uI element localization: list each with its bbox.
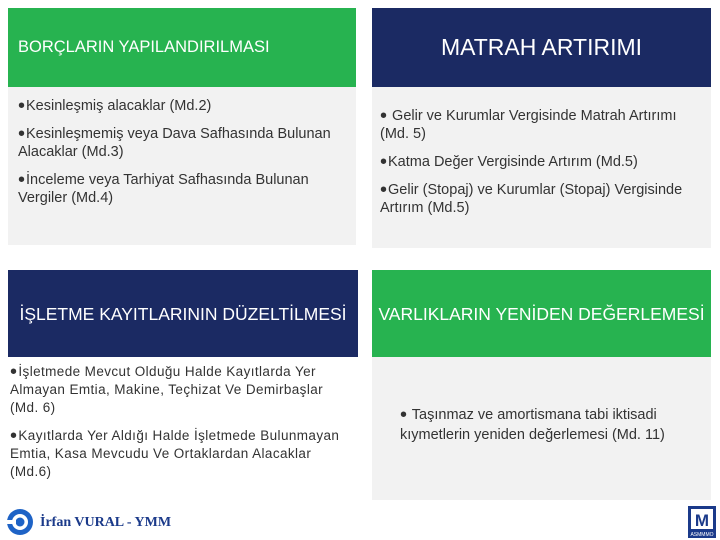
isletme-list — [8, 357, 358, 500]
list-item: •Kesinleşmemiş veya Dava Safhasında Bulunan Alacaklar (Md.3) — [18, 123, 331, 160]
bullet-icon: • — [18, 169, 26, 191]
borclar-header — [8, 8, 356, 87]
bullet-icon: • — [380, 179, 388, 201]
bullet-icon: • — [10, 361, 18, 383]
varliklar-header — [372, 270, 711, 357]
bullet-icon: • — [18, 95, 26, 117]
list-item: • Taşınmaz ve amortismana tabi iktisadi kıymetlerin yeniden değerlemesi (Md. 11) — [400, 404, 665, 443]
varliklar-list — [372, 357, 711, 500]
borclar-title: BORÇLARIN YAPILANDIRILMASI — [18, 38, 270, 56]
list-item: •İnceleme veya Tarhiyat Safhasında Bulunan Vergiler (Md.4) — [18, 169, 309, 206]
list-item: •Katma Değer Vergisinde Artırım (Md.5) — [380, 151, 638, 173]
m-brand-mark-icon — [688, 506, 716, 538]
footer-author-name: İrfan VURAL - YMM — [40, 515, 172, 530]
bullet-icon: • — [10, 425, 18, 447]
list-item: •Gelir (Stopaj) ve Kurumlar (Stopaj) Vergisinde Artırım (Md.5) — [380, 179, 683, 216]
list-item: •Kesinleşmiş alacaklar (Md.2) — [18, 95, 212, 117]
list-item: •İşletmede Mevcut Olduğu Halde Kayıtlarda Yer Almayan Emtia, Makine, Teçhizat Ve Demirbaşlar (Md. 6) — [10, 361, 357, 415]
matrah-list — [372, 87, 711, 248]
bullet-icon: • — [18, 123, 26, 145]
brand-mark-letter: M — [694, 511, 710, 530]
circular-logo-icon — [6, 508, 34, 536]
borclar-list — [8, 87, 356, 245]
isletme-title: İŞLETME KAYITLARININ DÜZELTİLMESİ — [19, 303, 347, 324]
bullet-icon: • — [380, 151, 388, 173]
list-item: • Gelir ve Kurumlar Vergisinde Matrah Artırımı (Md. 5) — [380, 105, 677, 142]
brand-mark-text: ASMMMO — [690, 532, 714, 538]
bullet-icon: • — [400, 404, 408, 426]
varliklar-title: VARLIKLARIN YENİDEN DEĞERLEMESİ — [378, 303, 705, 324]
matrah-title: MATRAH ARTIRIMI — [440, 34, 643, 60]
bullet-icon: • — [380, 105, 388, 127]
matrah-header — [372, 8, 711, 87]
list-item: •Kayıtlarda Yer Aldığı Halde İşletmede Bulunmayan Emtia, Kasa Mevcudu Ve Ortaklardan Alacaklar (Md.6) — [10, 425, 340, 479]
isletme-header — [8, 270, 358, 357]
